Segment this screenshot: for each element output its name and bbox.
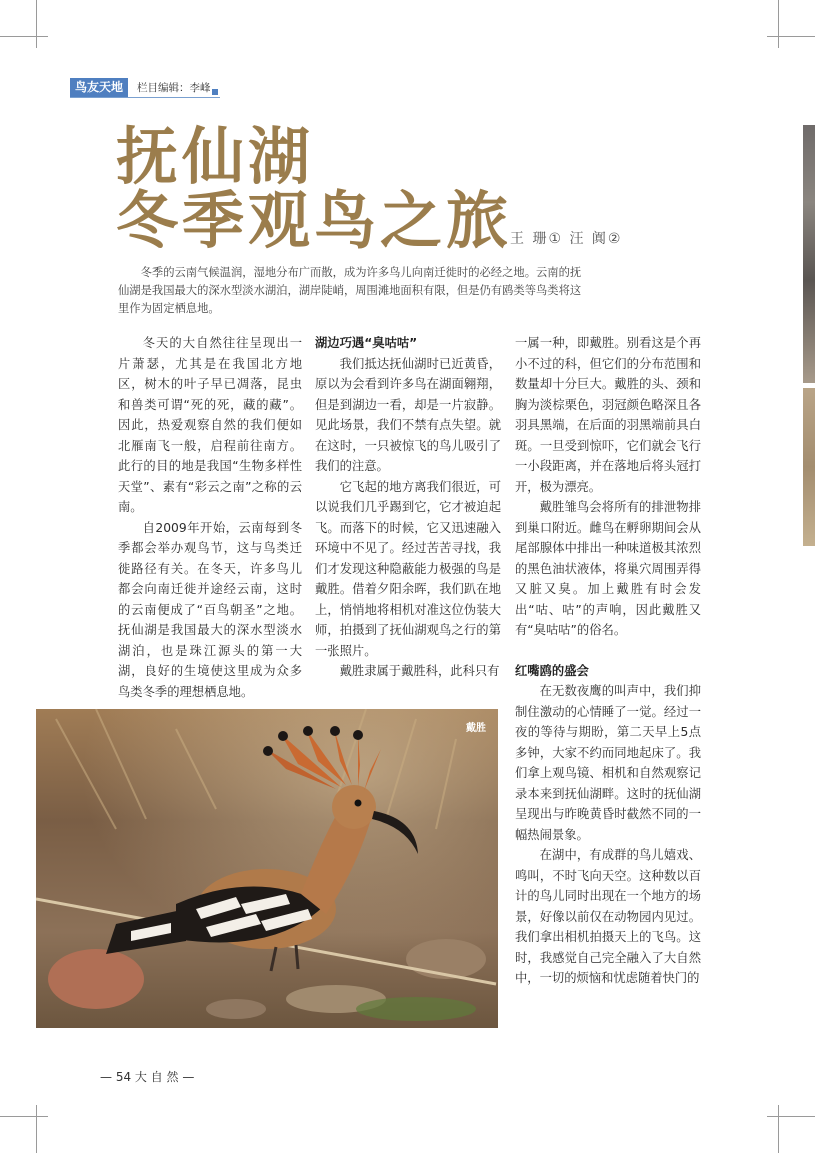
hoopoe-photo — [36, 709, 498, 1028]
hoopoe-illustration — [36, 709, 498, 1028]
paragraph: 自2009年开始，云南每到冬季都会举办观鸟节，这与鸟类迁徙路径有关。在冬天，许多鸟儿都会向南迁徙并途经云南，这时的云南便成了“百鸟朝圣”之地。抚仙湖是我国最大的深水型淡水湖泊，也是珠江源头的第一大湖，良好的生境使这里成为众多鸟类冬季的理想栖息地。 — [118, 520, 302, 699]
header-square — [212, 89, 218, 95]
paragraph: 在湖中，有成群的鸟儿嬉戏、鸣叫，不时飞向天空。这种数以百计的鸟儿同时出现在一个地方的场景，好像以前仅在动物园内见过。我们拿出相机拍摄天上的飞鸟。这时，我感觉自己完全融入了大自然中，一切的烦恼和忧虑随着快门的 — [515, 848, 701, 985]
side-photo-strip — [803, 125, 815, 383]
column-1 — [118, 333, 302, 702]
paragraph: 在无数夜鹰的叫声中，我们抑制住激动的心情睡了一觉。经过一夜的等待与期盼，第二天早上5点多钟，大家不约而同地起床了。我们拿上观鸟镜、相机和自然观察记录本来到抚仙湖畔。这时的抚仙湖呈现出与昨晚黄昏时截然不同的一幅热闹景象。 — [515, 684, 701, 842]
section-tag: 鸟友天地 — [70, 78, 128, 97]
column-2 — [315, 333, 501, 682]
paragraph: 冬天的大自然往往呈现出一片萧瑟，尤其是在我国北方地区，树木的叶子早已凋落，昆虫和兽类可谓“死的死，藏的藏”。因此，热爱观察自然的我们便如北雁南飞一般，启程前往南方。此行的目的地是我国“生物多样性天堂”、素有“彩云之南”之称的云南。 — [118, 336, 302, 514]
paragraph: 戴胜雏鸟会将所有的排泄物排到巢口附近。雌鸟在孵卵期间会从尾部腺体中排出一种味道极其浓烈的黑色油状液体，将巢穴周围弄得又脏又臭。加上戴胜有时会发出“咕、咕”的声响，因此戴胜又有“臭咕咕”的俗名。 — [515, 500, 701, 637]
crop-mark — [0, 1116, 48, 1117]
subheading: 红嘴鸥的盛会 — [515, 663, 589, 678]
side-photo-strip — [803, 388, 815, 546]
crop-mark — [778, 1105, 779, 1153]
paragraph: 一属一种，即戴胜。别看这是个再小不过的科，但它们的分布范围和数量却十分巨大。戴胜的头、颈和胸为淡棕栗色，羽冠颜色略深且各羽具黑端，在后面的羽黑端前具白斑。一旦受到惊吓，它们就会飞行一小段距离，并在落地后将头冠打开，极为漂亮。 — [515, 336, 701, 494]
crop-mark — [778, 0, 779, 48]
header-rule — [70, 97, 220, 98]
column-editor: 栏目编辑：李峰 — [137, 82, 211, 94]
crop-mark — [36, 1105, 37, 1153]
paragraph: 它飞起的地方离我们很近，可以说我们几乎踢到它，它才被迫起飞。而落下的时候，它又迅速融入环境中不见了。经过苦苦寻找，我们才发现这种隐蔽能力极强的鸟是戴胜。借着夕阳余晖，我们趴在地上，悄悄地将相机对准这位伪装大师，拍摄到了抚仙湖观鸟之行的第一张照片。 — [315, 479, 501, 658]
crop-mark — [36, 0, 37, 48]
paragraph: 戴胜隶属于戴胜科，此科只有 — [339, 664, 500, 678]
crop-mark — [767, 36, 815, 37]
crop-mark — [767, 1116, 815, 1117]
subheading: 湖边巧遇“臭咕咕” — [315, 336, 418, 350]
paragraph: 我们抵达抚仙湖时已近黄昏，原以为会看到许多鸟在湖面翱翔，但是到湖边一看，却是一片寂静。见此场景，我们不禁有点失望。就在这时，一只被惊飞的鸟儿吸引了我们的注意。 — [315, 356, 501, 473]
authors: 王 珊① 汪 阗② — [510, 231, 623, 247]
photo-caption: 戴胜 — [466, 723, 486, 734]
lead-paragraph: 冬季的云南气候温润，湿地分布广而散，成为许多鸟儿向南迁徙时的必经之地。云南的抚仙湖是我国最大的深水型淡水湖泊，湖岸陡峭，周围滩地面积有限，但是仍有鸥类等鸟类将这里作为固定栖息地。 — [118, 266, 582, 315]
column-3 — [515, 333, 701, 989]
page-folio: — 54 大 自 然 — — [100, 1070, 195, 1084]
title-line-1: 抚仙湖 — [116, 120, 315, 193]
crop-mark — [0, 36, 48, 37]
title-line-2: 冬季观鸟之旅 — [116, 184, 513, 257]
